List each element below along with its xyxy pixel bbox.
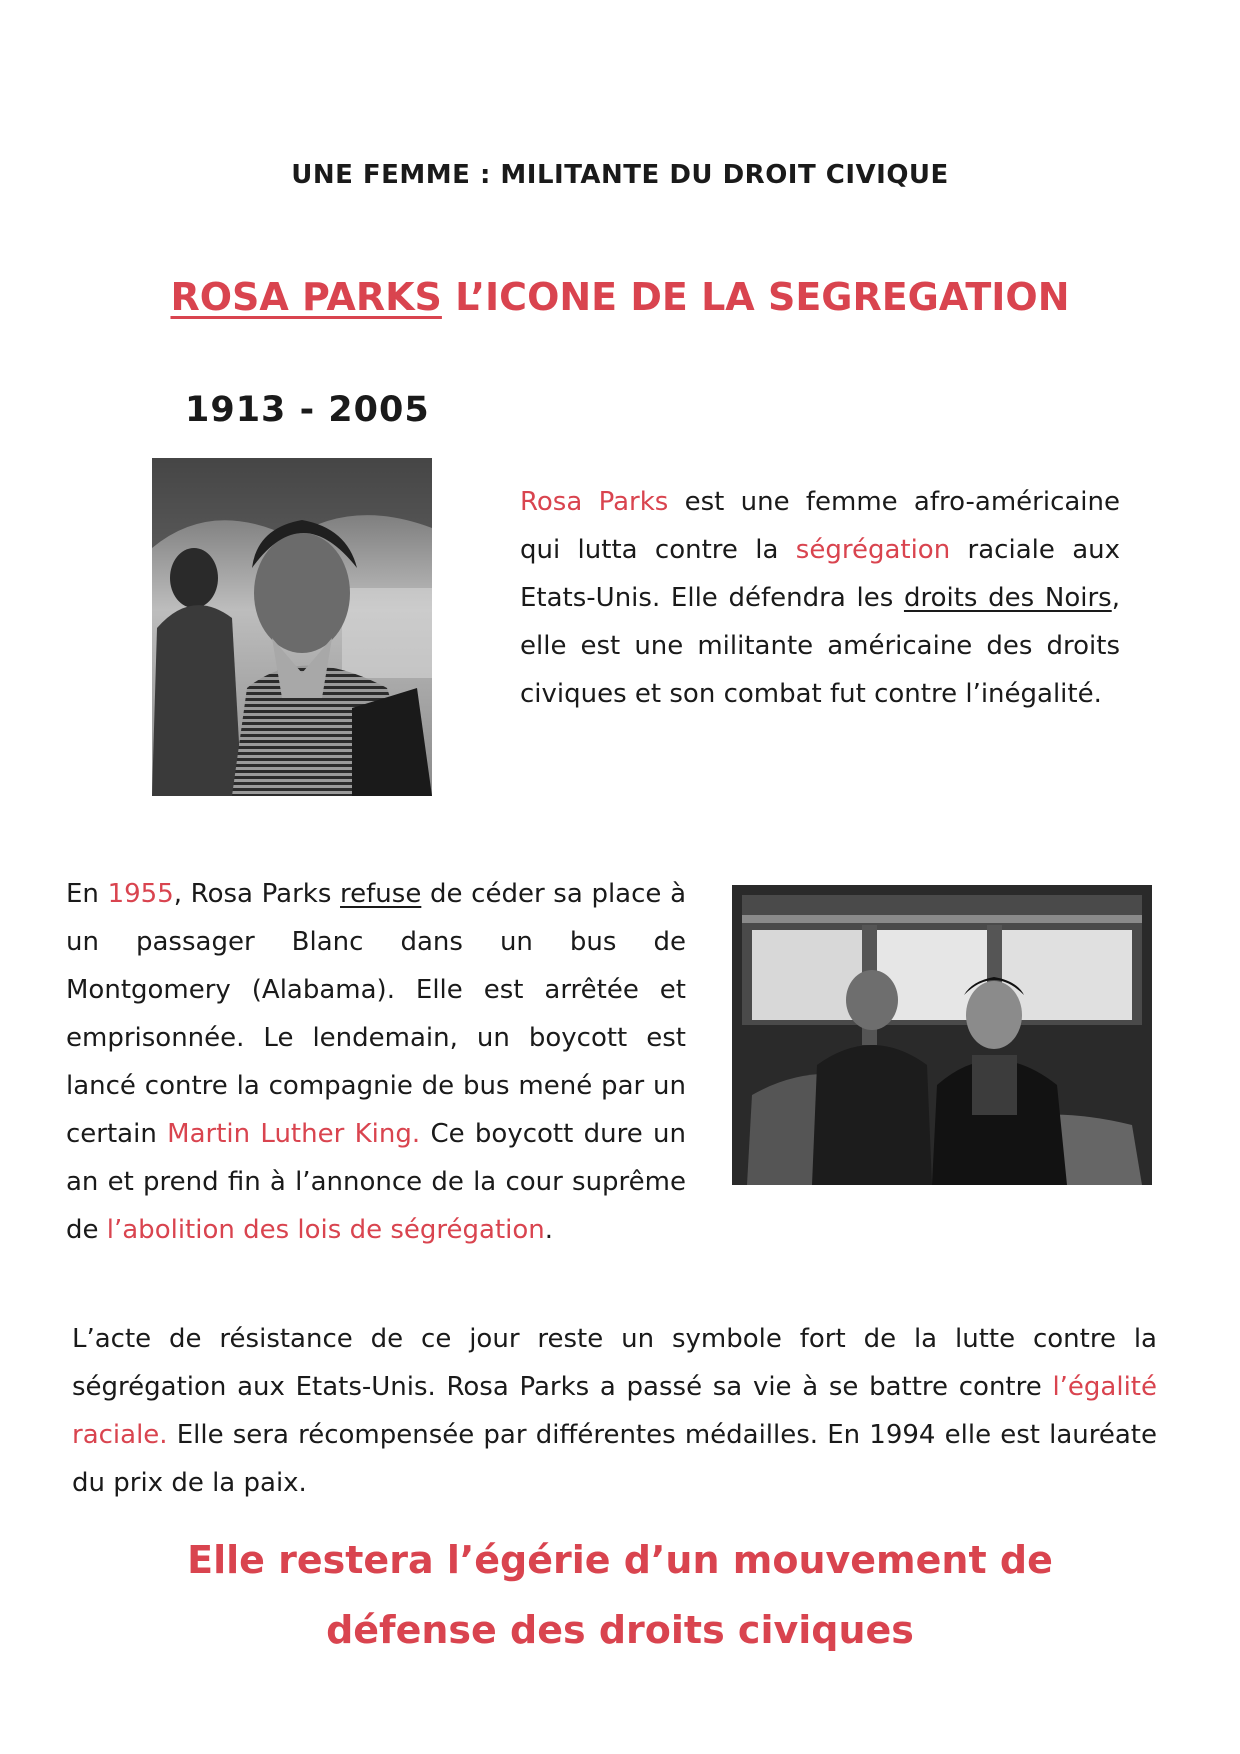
story-text: de céder sa place à un passager Blanc dans un bus de Montgomery (Alabama). Elle est arrêtée et emprisonnée. Le lendemain, un boycott est lancé contre la compagnie de bus mené par un certain [66, 879, 686, 1149]
story-text: En [66, 879, 108, 909]
intro-text: raciale aux Etats-Unis. Elle défendra les [520, 535, 1121, 613]
portrait-photo-graphic [152, 458, 432, 796]
legacy-paragraph [72, 1315, 1157, 1507]
legacy-text: Elle sera récompensée par différentes médailles. En 1994 elle est lauréate du prix de la paix. [72, 1420, 1157, 1498]
intro-segregation-highlight: ségrégation [795, 535, 951, 565]
bus-story-paragraph [66, 870, 686, 1254]
story-text: , Rosa Parks [173, 879, 341, 909]
portrait-photo [152, 458, 432, 796]
story-abolition-highlight: l’abolition des lois de ségrégation [106, 1215, 545, 1245]
bus-photo-graphic [732, 885, 1152, 1185]
story-text: Ce boycott dure un an et prend fin à l’annonce de la cour suprême de [66, 1119, 686, 1245]
title-rest: L’ICONE DE LA SEGREGATION [441, 275, 1070, 319]
story-refuse-underline: refuse [340, 879, 422, 909]
story-text: . [544, 1215, 554, 1245]
intro-text: , elle est une militante américaine des droits civiques et son combat fut contre l’inégalité. [520, 583, 1120, 709]
closing-statement: Elle restera l’égérie d’un mouvement de défense des droits civiques [187, 1538, 1053, 1652]
story-year-highlight: 1955 [107, 879, 174, 909]
bus-photo [732, 885, 1152, 1185]
legacy-text: L’acte de résistance de ce jour reste un symbole fort de la lutte contre la ségrégation aux Etats-Unis. Rosa Parks a passé sa vie à se battre contre [72, 1324, 1157, 1402]
intro-name-highlight: Rosa Parks [520, 487, 669, 517]
kicker-heading: UNE FEMME : MILITANTE DU DROIT CIVIQUE [291, 160, 949, 190]
intro-rights-underline: droits des Noirs [903, 583, 1112, 613]
intro-text: est une femme afro-américaine qui lutta contre la [520, 487, 1120, 565]
life-years: 1913 - 2005 [185, 390, 430, 430]
story-mlk-highlight: Martin Luther King. [167, 1119, 421, 1149]
intro-paragraph [520, 478, 1120, 718]
page-title [0, 275, 1240, 319]
title-name: ROSA PARKS [170, 275, 442, 319]
legacy-equality-highlight: l’égalité raciale. [72, 1372, 1157, 1450]
